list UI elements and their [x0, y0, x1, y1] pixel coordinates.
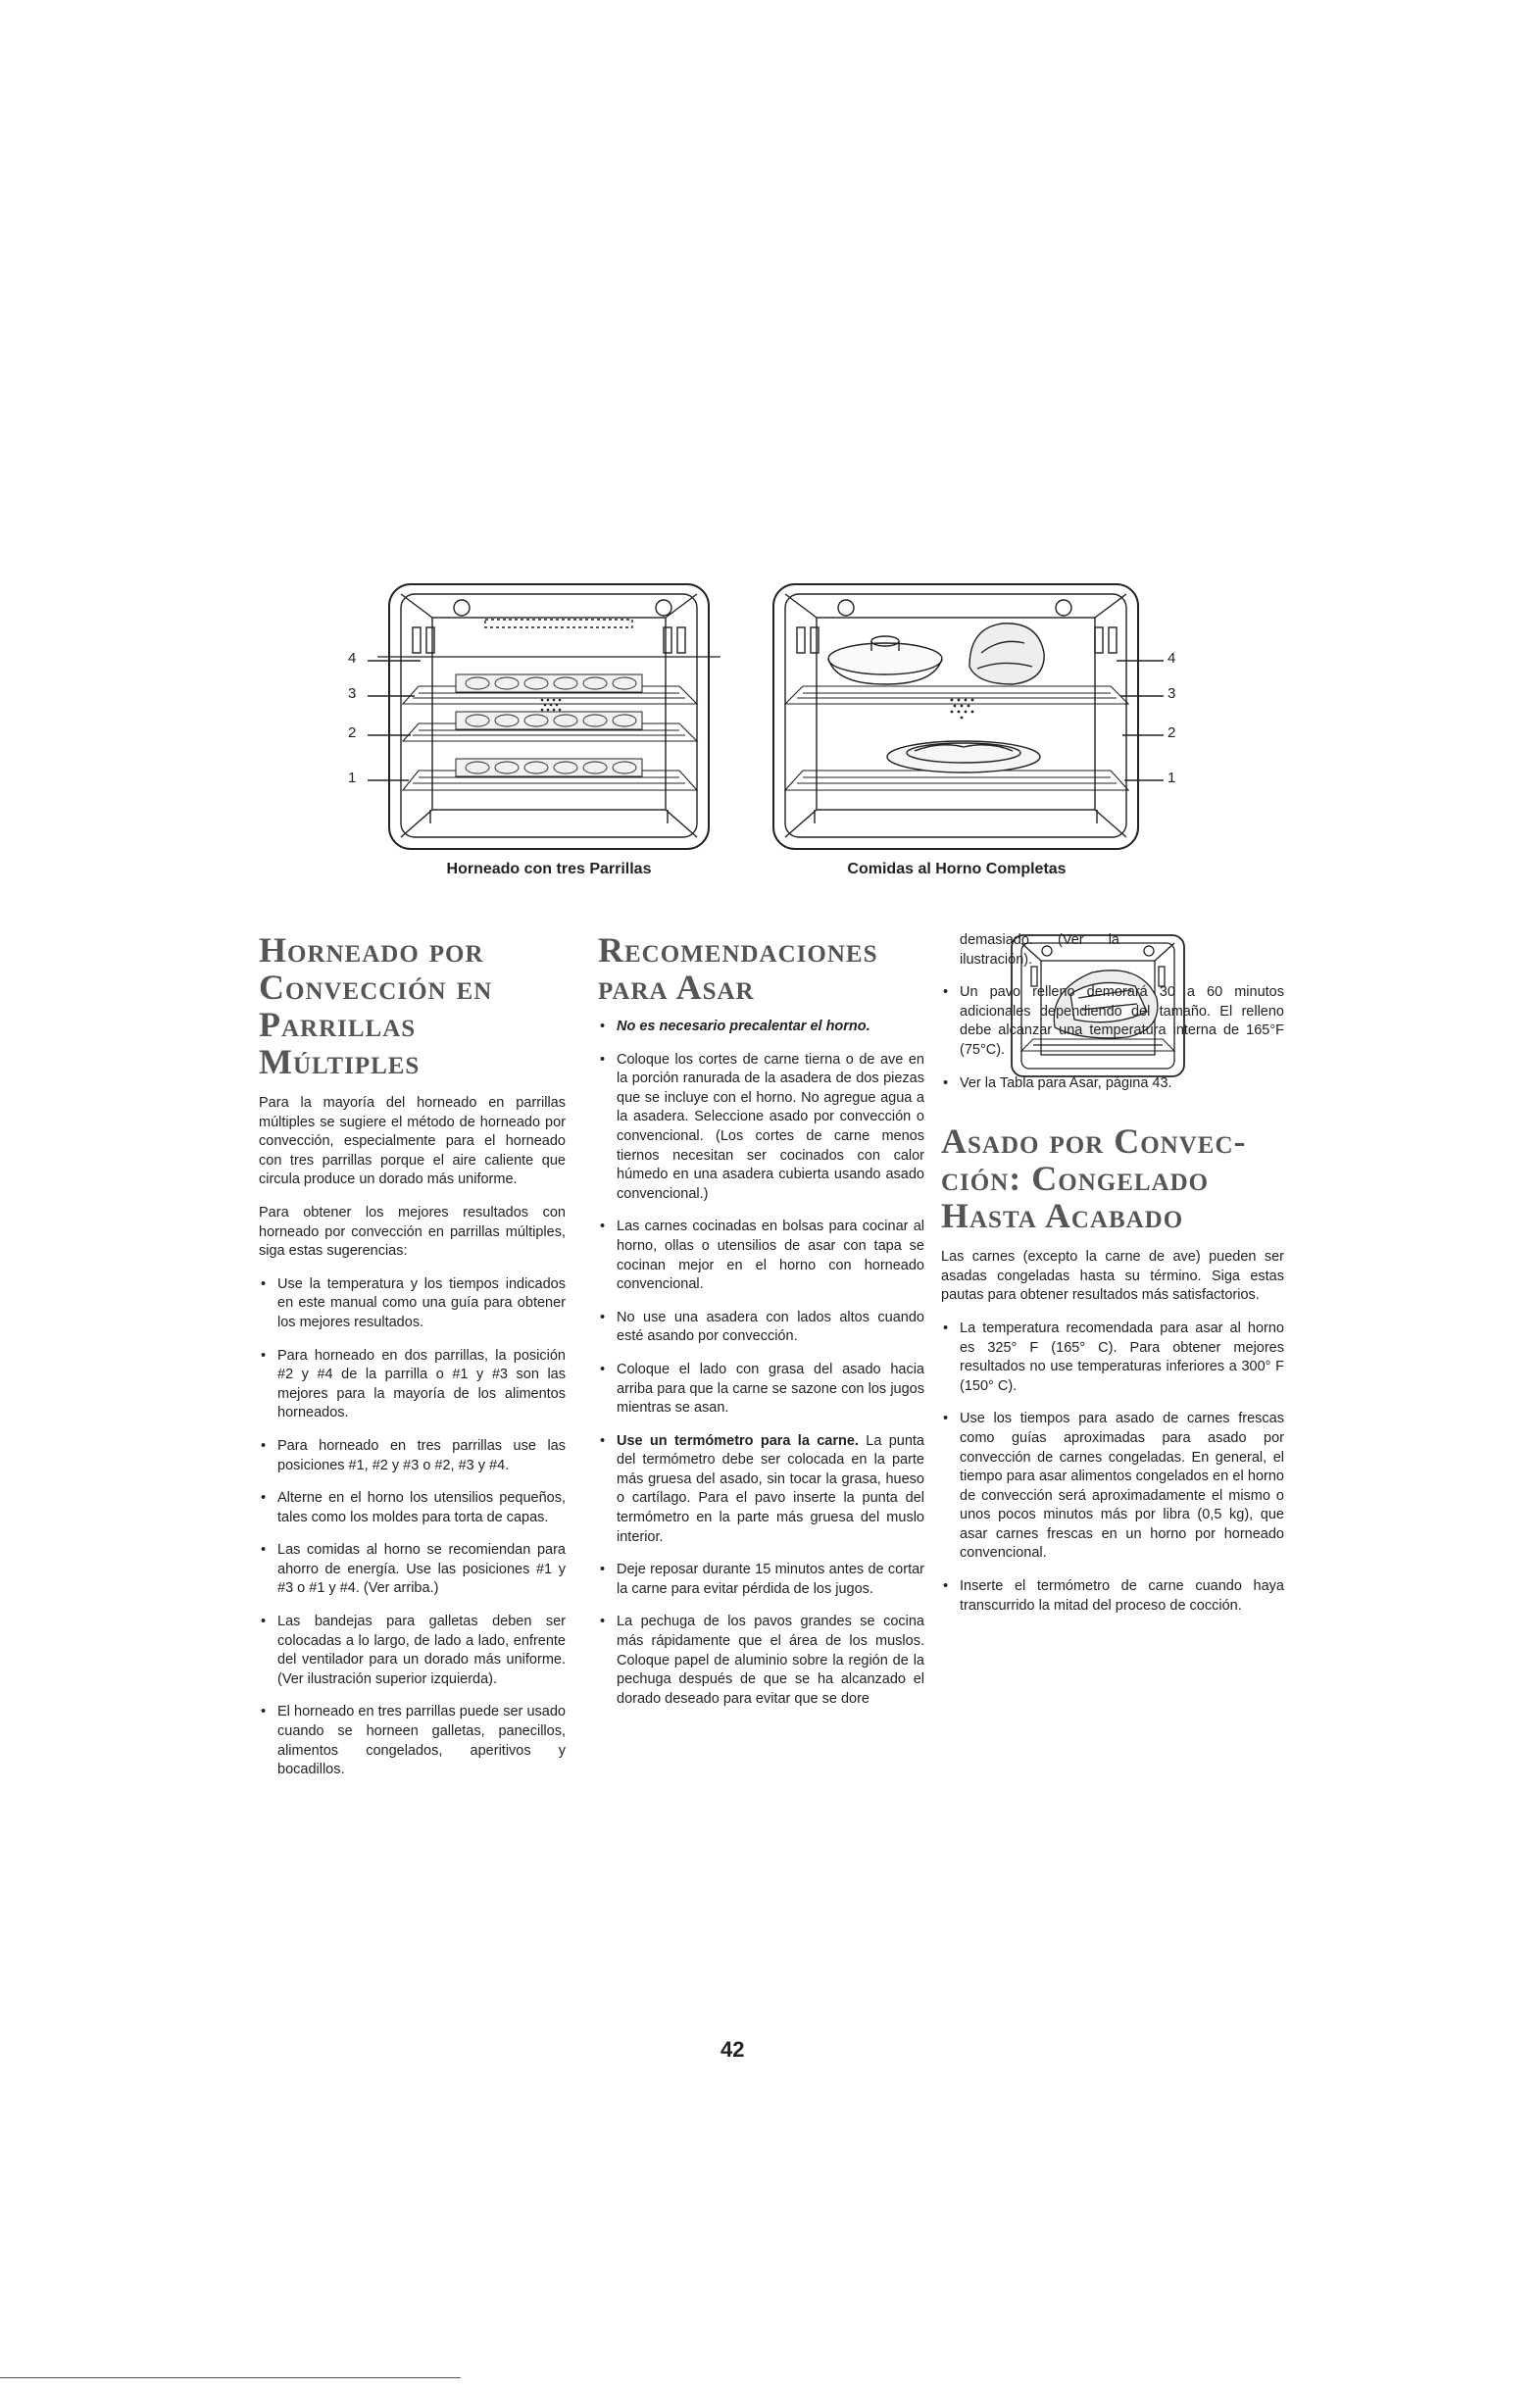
- oven-illustration-complete-meal: [768, 578, 1186, 858]
- heading-multi-rack-convection: [259, 931, 566, 1080]
- list-item: • Inserte el termómetro de carne cuando haya transcurrido la mitad del proceso de cocción.: [941, 1577, 1284, 1616]
- rack-number-2: 2: [1167, 724, 1176, 741]
- bullet-list-multi-rack: [259, 1275, 566, 1780]
- list-item: • Coloque los cortes de carne tierna o de ave en la porción ranurada de la asadera de dos piezas que se incluye con el horno. No agregue agua a la asadera. Seleccione asado por convección o convencional. (Los cortes de carne menos tiernos necesitan ser cocinados con calor húmedo en una asadera cubierta usando asado convencional.): [598, 1051, 924, 1205]
- left-figure-caption: Horneado con tres Parrillas: [446, 861, 652, 877]
- list-item: [598, 1018, 924, 1037]
- heading-roasting-recommendations: [598, 931, 924, 1006]
- heading-line-2: para Asar: [598, 968, 755, 1007]
- heading-line-1: Recomendaciones: [598, 930, 878, 970]
- rack-number-1: 1: [348, 770, 357, 786]
- list-item: • El horneado en tres parrillas puede ser usado cuando se horneen galletas, panecillos, alimentos congelados, aperitivos y bocadillos.: [259, 1703, 566, 1779]
- list-item: • Las bandejas para galletas deben ser colocadas a lo largo, de lado a lado, enfrente del ventilador para un dorado más uniforme. (Ver ilustración superior izquierda).: [259, 1613, 566, 1689]
- bullet-list-frozen: [941, 1320, 1284, 1616]
- column-multi-rack-convection: [259, 931, 566, 1794]
- column-roasting-recommendations: [598, 931, 924, 1722]
- rack-number-1: 1: [1167, 770, 1176, 786]
- list-item: • La pechuga de los pavos grandes se cocina más rápidamente que el área de los muslos. Coloque papel de aluminio sobre la región de la pechuga después de que se ha alcanzado el dorado deseado para evitar que se dore: [598, 1613, 924, 1709]
- list-item: [598, 1432, 924, 1548]
- continued-text: demasiado. (Ver la ilustración).: [960, 932, 1119, 968]
- footer-divider: [0, 2377, 461, 2378]
- heading-line-1: Asado por Convec-: [941, 1121, 1247, 1162]
- right-figure-caption: Comidas al Horno Completas: [847, 861, 1067, 877]
- list-item: • Un pavo relleno demorará 30 a 60 minutos adicionales dependiendo del tamaño. El relleno debe alcanzar una temperatura interna de 165°F (75°C).: [941, 983, 1284, 1060]
- list-item: • Use la temperatura y los tiempos indicados en este manual como una guía para obtener los mejores resultados.: [259, 1275, 566, 1333]
- rack-number-3: 3: [1167, 685, 1176, 702]
- rack-number-2: 2: [348, 724, 357, 741]
- oven-illustration-three-racks: [348, 578, 752, 858]
- list-item: • No use una asadera con lados altos cuando esté asando por convección.: [598, 1309, 924, 1347]
- heading-frozen-convection-roasting: [941, 1122, 1284, 1234]
- list-item: • Coloque el lado con grasa del asado hacia arriba para que la carne se sazone con los jugos mientras se asan.: [598, 1361, 924, 1419]
- paragraph-suggestions: Para obtener los mejores resultados con horneado por convección en parrillas múltiples, siga estas sugerencias:: [259, 1204, 566, 1260]
- heading-line-2: Convección en: [259, 968, 493, 1007]
- heading-line-3: Hasta Acabado: [941, 1196, 1184, 1236]
- list-item: • La temperatura recomendada para asar al horno es 325° F (165° C). Para obtener mejores resultados no use temperaturas inferiores a 300° F (150° C).: [941, 1320, 1284, 1396]
- list-item: • Las carnes cocinadas en bolsas para cocinar al horno, ollas o utensilios de asar con tapa se cocinan mejor en el horno con horneado convencional.: [598, 1218, 924, 1294]
- list-item: • Use los tiempos para asado de carnes frescas como guías aproximadas para asado por convección de carnes congeladas. En general, el tiempo para asar alimentos congelados en el horno de convección será aproximadamente el mismo o unos pocos minutos más por libra (0,5 kg), que asar carnes frescas en un horno por horneado convencional.: [941, 1410, 1284, 1564]
- list-item: • Ver la Tabla para Asar, página 43.: [941, 1074, 1284, 1094]
- list-item: • Deje reposar durante 15 minutos antes de cortar la carne para evitar pérdida de los jugos.: [598, 1561, 924, 1599]
- paragraph-frozen: Las carnes (excepto la carne de ave) pueden ser asadas congeladas hasta su término. Siga estas pautas para obtener resultados más satisfactorios.: [941, 1249, 1284, 1304]
- bullet-list-roasting: [598, 1018, 924, 1709]
- paragraph-intro: Para la mayoría del horneado en parrillas múltiples se sugiere el método de horneado por convección, especialmente para el horneado con tres parrillas porque el aire caliente que circula produce un dorado más uniforme.: [259, 1095, 566, 1188]
- rack-number-4: 4: [348, 650, 357, 667]
- bullet-list-turkey: [941, 983, 1284, 1093]
- list-item: • Para horneado en tres parrillas use las posiciones #1, #2 y #3 o #2, #3 y #4.: [259, 1437, 566, 1475]
- heading-line-2: ción: Congelado: [941, 1159, 1210, 1199]
- rack-number-4: 4: [1167, 650, 1176, 667]
- thermometer-lead: Use un termómetro para la carne.: [617, 1432, 859, 1449]
- no-preheat-note: No es necesario precalentar el horno.: [617, 1019, 870, 1034]
- rack-number-3: 3: [348, 685, 357, 702]
- page-number: 42: [720, 2037, 745, 2062]
- heading-line-1: Horneado por: [259, 930, 484, 970]
- list-item: • Para horneado en dos parrillas, la posición #2 y #4 de la parrilla o #1 y #3 son las mejores para la mayoría de los alimentos horneados.: [259, 1347, 566, 1423]
- heading-line-3: Parrillas Múltiples: [259, 1005, 421, 1081]
- column-frozen-convection-roasting: [941, 931, 1284, 1629]
- thermometer-text: La punta del termómetro debe ser colocada en la parte más gruesa del asado, sin tocar la grasa, hueso o cartílago. Para el pavo inserte la punta del termómetro en la parte más gruesa del muslo interior.: [617, 1432, 924, 1545]
- list-item: • Alterne en el horno los utensilios pequeños, tales como los moldes para torta de capas.: [259, 1489, 566, 1527]
- list-item: • Las comidas al horno se recomiendan para ahorro de energía. Use las posiciones #1 y #3 o #1 y #4. (Ver arriba.): [259, 1541, 566, 1599]
